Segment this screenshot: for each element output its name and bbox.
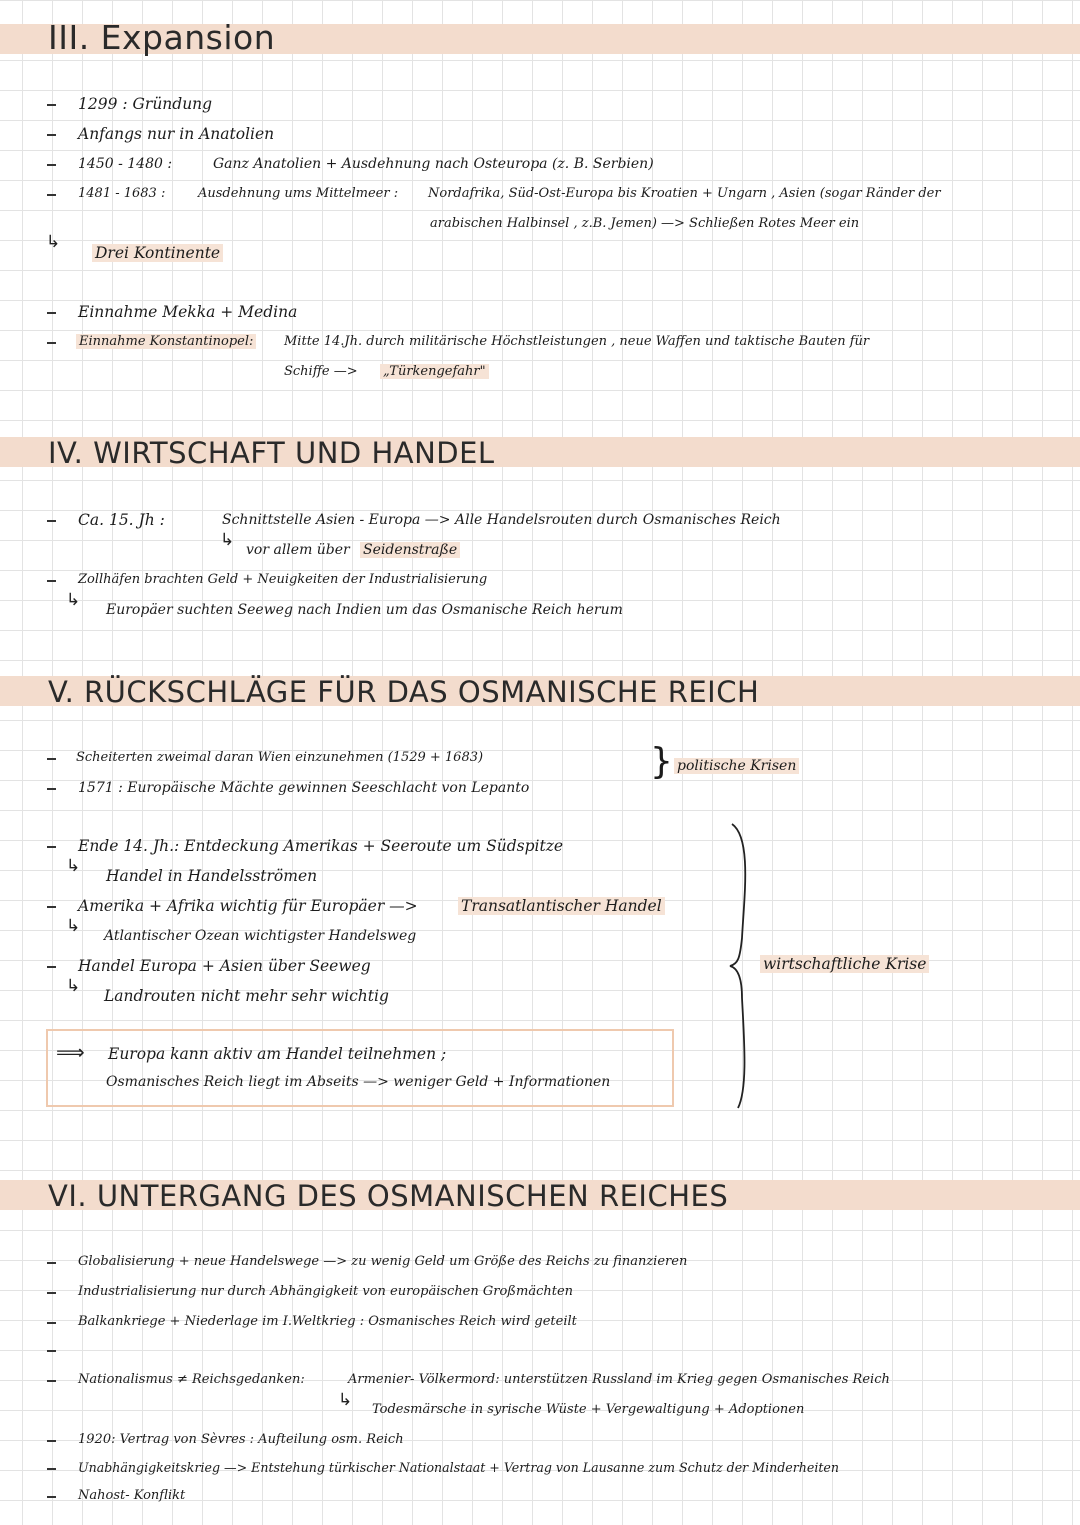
section-title-untergang: VI. UNTERGANG DES OSMANISCHEN REICHES (48, 1179, 729, 1213)
double-arrow-icon: ⟹ (56, 1040, 85, 1064)
text-line: 1450 - 1480 : (78, 156, 173, 172)
highlight: Transatlantischer Handel (458, 897, 665, 915)
bullet-dash (47, 194, 56, 196)
section-title-expansion: III. Expansion (48, 18, 276, 57)
text-line: Europäer suchten Seeweg nach Indien um das Osmanische Reich herum (106, 602, 623, 618)
highlight: Drei Kontinente (92, 244, 223, 262)
text-line: 1481 - 1683 : (78, 186, 166, 201)
text-line (92, 243, 223, 263)
bullet-dash (47, 1292, 56, 1294)
hook-arrow-icon: ↳ (66, 856, 81, 876)
text-line (380, 362, 489, 382)
text-line (76, 332, 256, 352)
bullet-dash (47, 580, 56, 582)
text-line: Unabhängigkeitskrieg —> Entstehung türkischer Nationalstaat + Vertrag von Lausanne zum Schutz der Minderheiten (78, 1460, 839, 1475)
bullet-dash (47, 1350, 56, 1352)
bullet-dash (47, 906, 56, 908)
text-line: Balkankriege + Niederlage im I.Weltkrieg : Osmanisches Reich wird geteilt (78, 1314, 577, 1329)
text-line: Europa kann aktiv am Handel teilnehmen ; (108, 1045, 447, 1063)
text-line: Amerika + Afrika wichtig für Europäer —> (78, 897, 418, 915)
text-line: Scheiterten zweimal daran Wien einzunehmen (1529 + 1683) (76, 750, 484, 765)
conclusion-box (46, 1029, 674, 1107)
bullet-dash (47, 788, 56, 790)
highlight: „Türkengefahr" (380, 364, 489, 379)
text-line: Nationalismus ≠ Reichsgedanken: (78, 1372, 305, 1387)
text-line: Zollhäfen brachten Geld + Neuigkeiten der Industrialisierung (78, 572, 488, 587)
text-line: Einnahme Mekka + Medina (78, 303, 298, 321)
text-line: Industrialisierung nur durch Abhängigkeit von europäischen Großmächten (78, 1284, 574, 1299)
text-line: Atlantischer Ozean wichtigster Handelsweg (104, 928, 417, 944)
text-line: Landrouten nicht mehr sehr wichtig (104, 987, 389, 1005)
text-line: vor allem über (246, 542, 350, 558)
hook-arrow-icon: ↳ (338, 1390, 353, 1410)
text-line: Nordafrika, Süd-Ost-Europa bis Kroatien + Ungarn , Asien (sogar Ränder der (428, 186, 941, 201)
text-line: Todesmärsche in syrische Wüste + Vergewaltigung + Adoptionen (372, 1402, 805, 1417)
text-line (458, 896, 665, 916)
bullet-dash (47, 134, 56, 136)
text-line (360, 540, 460, 560)
bullet-dash (47, 846, 56, 848)
bullet-dash (47, 1468, 56, 1470)
section-title-rueckschlaege: V. RÜCKSCHLÄGE FÜR DAS OSMANISCHE REICH (48, 675, 760, 709)
curly-brace-icon (722, 818, 762, 1114)
bullet-dash (47, 104, 56, 106)
text-line: 1299 : Gründung (78, 95, 213, 113)
bullet-dash (47, 1440, 56, 1442)
hook-arrow-icon: ↳ (220, 530, 235, 550)
bullet-dash (47, 1380, 56, 1382)
brace-icon: } (650, 741, 673, 782)
text-line: Ende 14. Jh.: Entdeckung Amerikas + Seeroute um Südspitze (78, 837, 564, 855)
text-line (674, 756, 799, 776)
highlight: Seidenstraße (360, 542, 460, 558)
text-line: arabischen Halbinsel , z.B. Jemen) —> Schließen Rotes Meer ein (430, 216, 860, 231)
hook-arrow-icon: ↳ (66, 590, 81, 610)
hook-arrow-icon: ↳ (66, 916, 81, 936)
section-title-wirtschaft: IV. WIRTSCHAFT UND HANDEL (48, 436, 495, 470)
bullet-dash (47, 1262, 56, 1264)
text-line: Nahost- Konflikt (78, 1488, 186, 1503)
text-line: Handel Europa + Asien über Seeweg (78, 957, 371, 975)
text-line: Ca. 15. Jh : (78, 511, 165, 529)
text-line: Schiffe —> (284, 364, 358, 379)
text-line: 1920: Vertrag von Sèvres : Aufteilung osm. Reich (78, 1432, 404, 1447)
text-line (760, 954, 929, 974)
highlight: Einnahme Konstantinopel: (76, 334, 256, 349)
bullet-dash (47, 164, 56, 166)
text-line: Mitte 14.Jh. durch militärische Höchstleistungen , neue Waffen und taktische Bauten für (284, 334, 870, 349)
highlight: wirtschaftliche Krise (760, 955, 929, 973)
text-line: 1571 : Europäische Mächte gewinnen Seeschlacht von Lepanto (78, 780, 530, 796)
text-line: Globalisierung + neue Handelswege —> zu wenig Geld um Größe des Reichs zu finanzieren (78, 1254, 688, 1269)
bullet-dash (47, 312, 56, 314)
text-line: Armenier- Völkermord: unterstützen Russland im Krieg gegen Osmanisches Reich (348, 1372, 890, 1387)
bullet-dash (47, 1322, 56, 1324)
text-line: Ganz Anatolien + Ausdehnung nach Osteuropa (z. B. Serbien) (213, 156, 654, 172)
hook-arrow-icon: ↳ (46, 232, 61, 252)
bullet-dash (47, 758, 56, 760)
text-line: Schnittstelle Asien - Europa —> Alle Handelsrouten durch Osmanisches Reich (222, 512, 781, 528)
hook-arrow-icon: ↳ (66, 976, 81, 996)
text-line: Anfangs nur in Anatolien (78, 125, 275, 143)
bullet-dash (47, 966, 56, 968)
text-line: Osmanisches Reich liegt im Abseits —> weniger Geld + Informationen (106, 1074, 611, 1090)
text-line: Ausdehnung ums Mittelmeer : (198, 186, 399, 201)
bullet-dash (47, 1496, 56, 1498)
bullet-dash (47, 342, 56, 344)
bullet-dash (47, 520, 56, 522)
text-line: Handel in Handelsströmen (106, 867, 318, 885)
highlight: politische Krisen (674, 758, 799, 774)
